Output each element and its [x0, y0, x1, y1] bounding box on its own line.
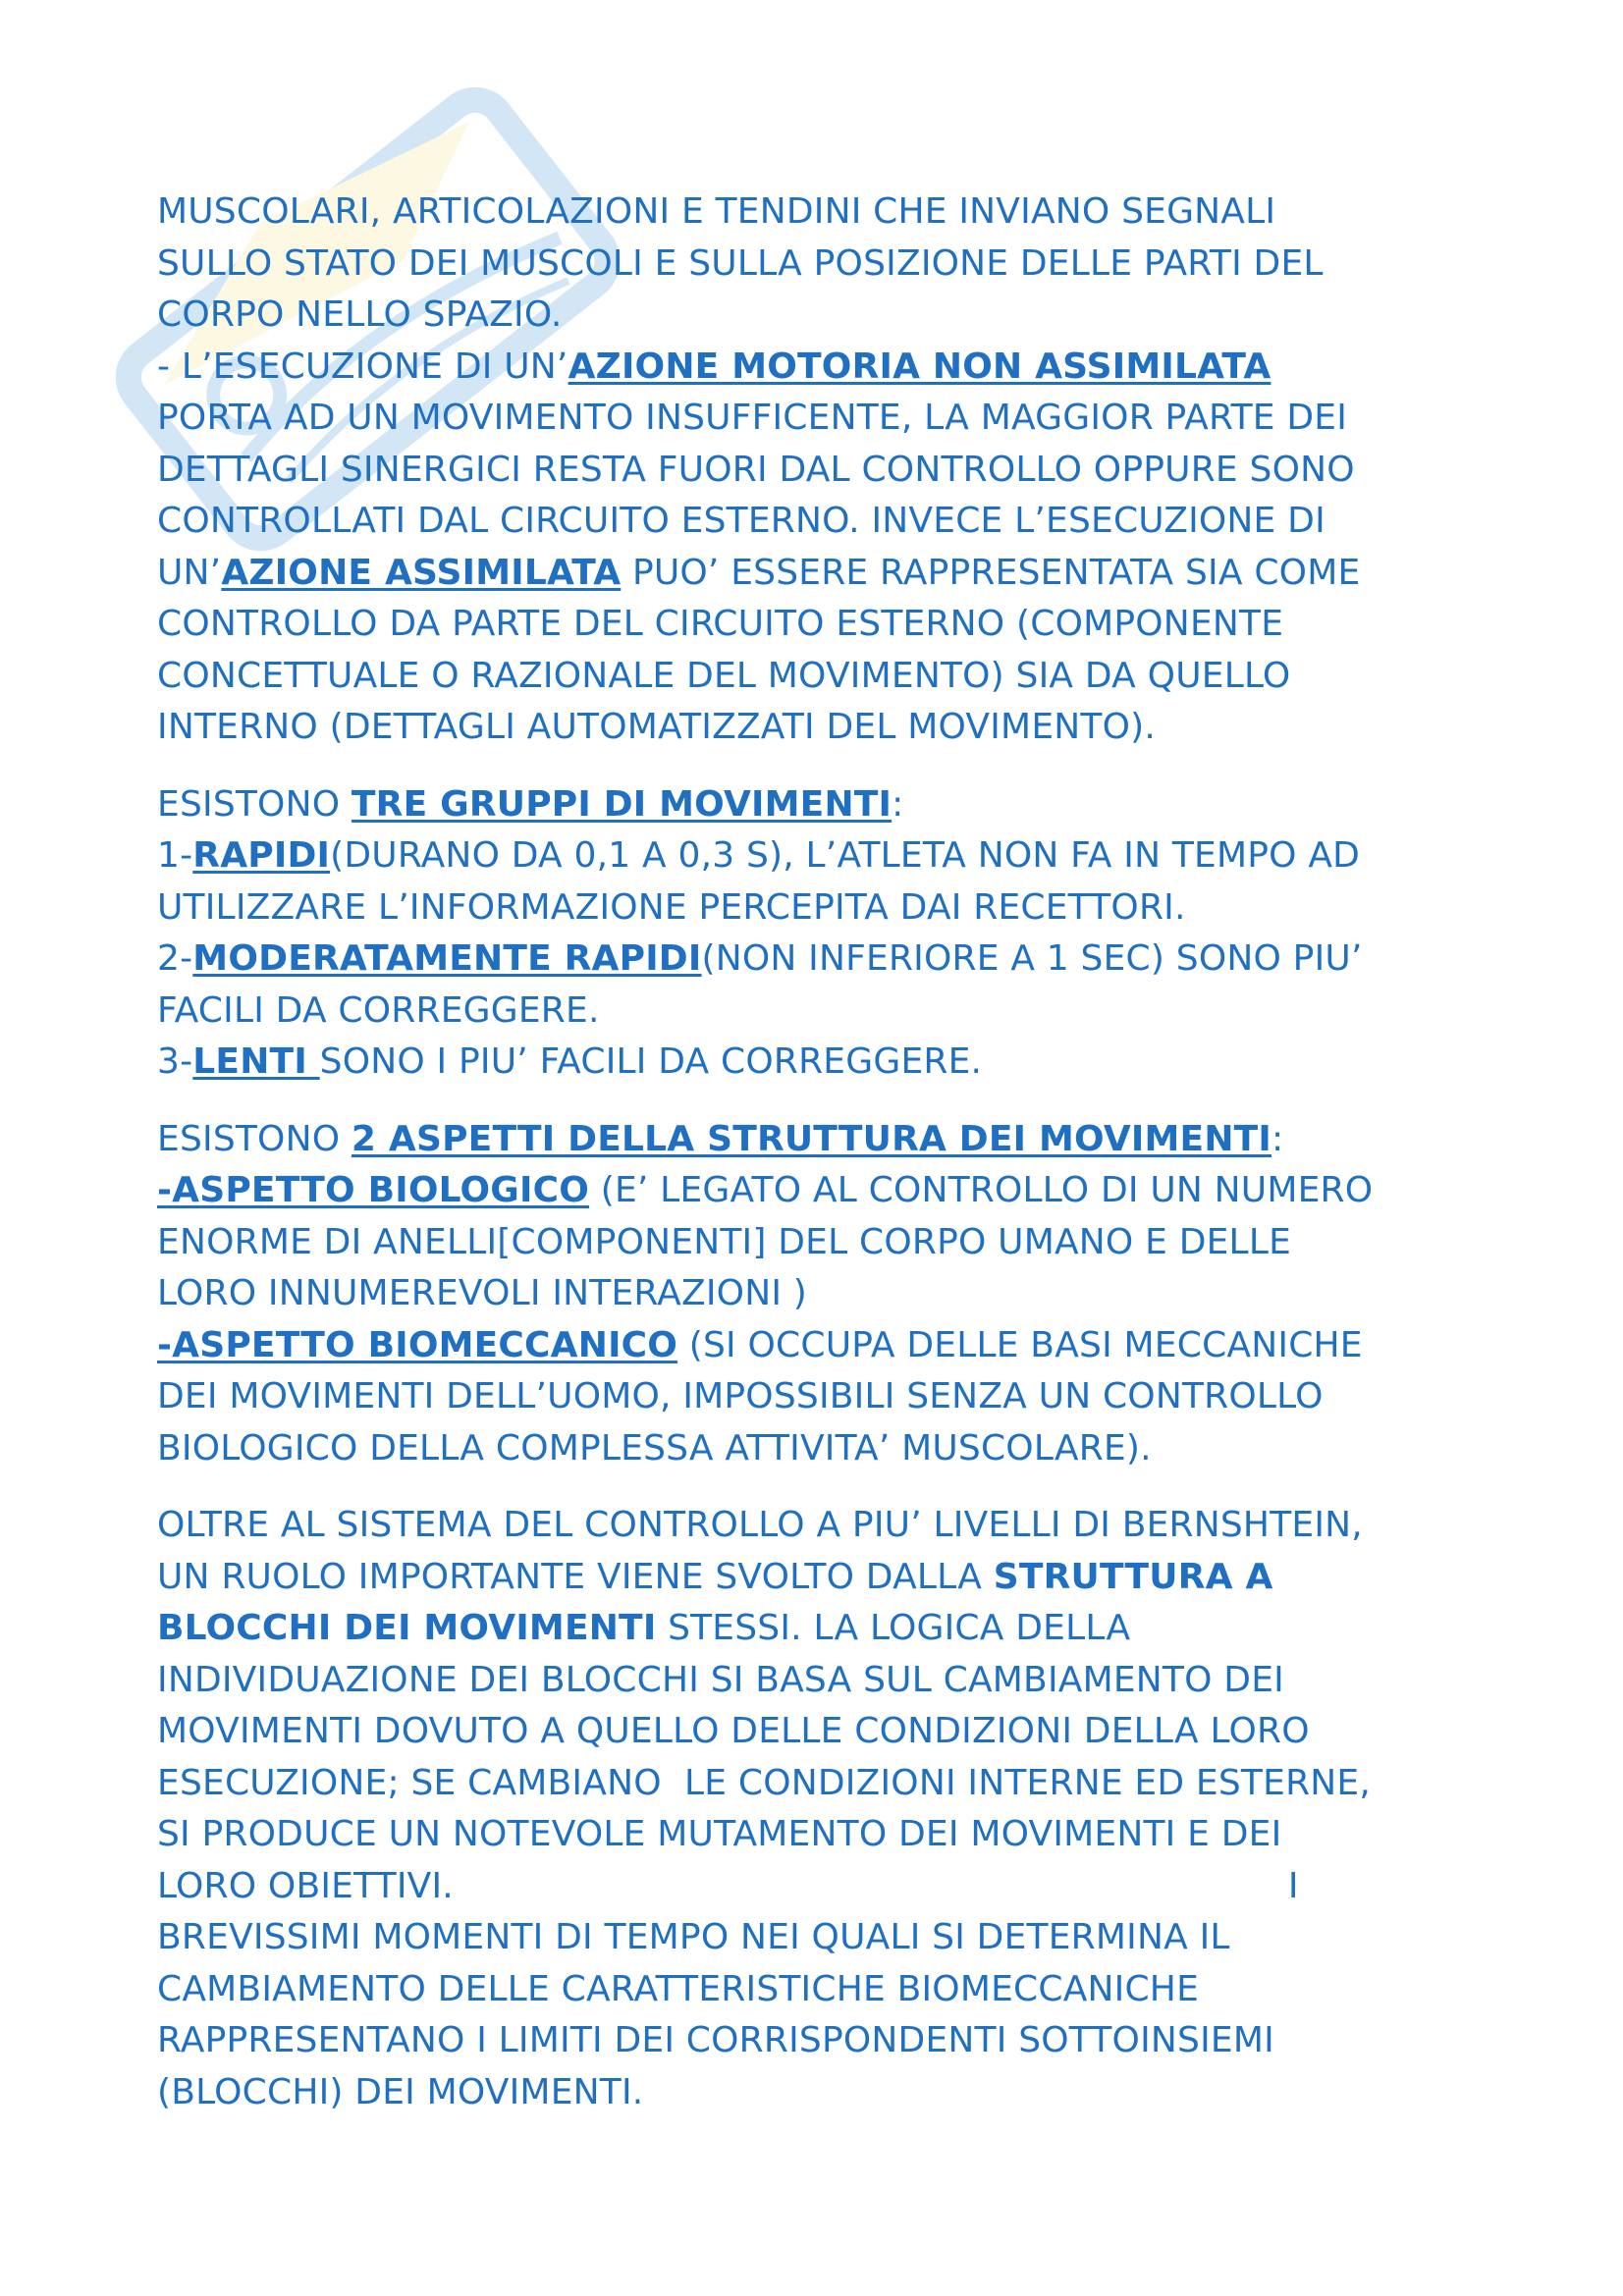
- text-line: [157, 779, 1492, 831]
- text-span: STESSI. LA LOGICA DELLA: [656, 1608, 1131, 1648]
- text-line: [157, 1165, 1492, 1217]
- text-line: CONTROLLO DA PARTE DEL CIRCUITO ESTERNO (COMPONENTE: [157, 604, 1284, 644]
- emphasis-biological-aspect: -ASPETTO BIOLOGICO: [157, 1170, 590, 1210]
- text-line: [157, 830, 1492, 882]
- text-line: CORPO NELLO SPAZIO.: [157, 294, 563, 335]
- text-line: BREVISSIMI MOMENTI DI TEMPO NEI QUALI SI DETERMINA IL: [157, 1917, 1230, 1957]
- text-line: [157, 1037, 1492, 1089]
- text-line: ENORME DI ANELLI[COMPONENTI] DEL CORPO UMANO E DELLE: [157, 1221, 1292, 1262]
- text-line: FACILI DA CORREGGERE.: [157, 989, 600, 1031]
- text-line: BIOLOGICO DELLA COMPLESSA ATTIVITA’ MUSCOLARE).: [157, 1427, 1152, 1468]
- document-body: [157, 187, 1492, 2144]
- emphasis-biomechanical-aspect: -ASPETTO BIOMECCANICO: [157, 1324, 678, 1365]
- text-line: [157, 1114, 1492, 1166]
- text-line: RAPPRESENTANO I LIMITI DEI CORRISPONDENTI SOTTOINSIEMI: [157, 2020, 1274, 2060]
- text-line: INTERNO (DETTAGLI AUTOMATIZZATI DEL MOVIMENTO).: [157, 707, 1157, 747]
- text-line: CAMBIAMENTO DELLE CARATTERISTICHE BIOMECCANICHE: [157, 1968, 1200, 2009]
- text-span: ESISTONO: [157, 783, 352, 825]
- text-span: (SI OCCUPA DELLE BASI MECCANICHE: [677, 1324, 1363, 1365]
- paragraph-movement-groups: [157, 779, 1492, 1089]
- text-span: (E’ LEGATO AL CONTROLLO DI UN NUMERO: [589, 1170, 1374, 1210]
- emphasis-assimilated-action: AZIONE ASSIMILATA: [221, 552, 622, 593]
- text-line: ESECUZIONE; SE CAMBIANO LE CONDIZIONI INTERNE ED ESTERNE,: [157, 1762, 1372, 1803]
- text-line: INDIVIDUAZIONE DEI BLOCCHI SI BASA SUL CAMBIAMENTO DEI: [157, 1659, 1284, 1700]
- paragraph-structure-aspects: [157, 1114, 1492, 1475]
- emphasis-lenti: LENTI: [192, 1041, 320, 1082]
- emphasis-block-structure-cont: BLOCCHI DEI MOVIMENTI: [157, 1608, 657, 1648]
- text-line: MOVIMENTI DOVUTO A QUELLO DELLE CONDIZIONI DELLA LORO: [157, 1711, 1310, 1751]
- text-line: [157, 1320, 1492, 1372]
- text-line: DEI MOVIMENTI DELL’UOMO, IMPOSSIBILI SENZA UN CONTROLLO: [157, 1376, 1324, 1416]
- text-line: CONTROLLATI DAL CIRCUITO ESTERNO. INVECE L’ESECUZIONE DI: [157, 501, 1325, 541]
- text-span: 3-: [157, 1041, 193, 1082]
- text-span: PUO’ ESSERE RAPPRESENTATA SIA COME: [621, 552, 1361, 593]
- text-line: [157, 548, 1492, 600]
- text-span: (DURANO DA 0,1 A 0,3 S), L’ATLETA NON FA IN TEMPO AD: [330, 835, 1361, 876]
- emphasis-three-groups: TRE GRUPPI DI MOVIMENTI: [351, 783, 893, 825]
- text-span: 2-: [157, 938, 193, 979]
- emphasis-moderatamente-rapidi: MODERATAMENTE RAPIDI: [192, 938, 702, 979]
- text-line: LORO OBIETTIVI. I: [157, 1865, 1299, 1906]
- emphasis-non-assimilated-action: AZIONE MOTORIA NON ASSIMILATA: [568, 346, 1271, 387]
- text-line: CONCETTUALE O RAZIONALE DEL MOVIMENTO) SIA DA QUELLO: [157, 655, 1291, 696]
- text-line: LORO INNUMEREVOLI INTERAZIONI ): [157, 1273, 808, 1313]
- text-span: :: [892, 783, 904, 825]
- paragraph-block-structure: [157, 1500, 1492, 2118]
- text-line: PORTA AD UN MOVIMENTO INSUFFICENTE, LA MAGGIOR PARTE DEI: [157, 398, 1348, 438]
- text-line: SULLO STATO DEI MUSCOLI E SULLA POSIZIONE DELLE PARTI DEL: [157, 242, 1324, 284]
- text-span: UN’: [157, 552, 222, 593]
- text-span: ESISTONO: [157, 1118, 352, 1159]
- emphasis-block-structure: STRUTTURA A: [993, 1556, 1273, 1597]
- paragraph-proprioception: [157, 187, 1492, 754]
- text-span: SONO I PIU’ FACILI DA CORREGGERE.: [319, 1041, 983, 1082]
- text-line: UTILIZZARE L’INFORMAZIONE PERCEPITA DAI RECETTORI.: [157, 886, 1186, 928]
- text-span: :: [1271, 1118, 1284, 1159]
- text-line: [157, 934, 1492, 986]
- text-line: OLTRE AL SISTEMA DEL CONTROLLO A PIU’ LIVELLI DI BERNSHTEIN,: [157, 1505, 1363, 1545]
- text-span: UN RUOLO IMPORTANTE VIENE SVOLTO DALLA: [157, 1556, 994, 1597]
- text-line: SI PRODUCE UN NOTEVOLE MUTAMENTO DEI MOVIMENTI E DEI: [157, 1814, 1282, 1854]
- text-line: (BLOCCHI) DEI MOVIMENTI.: [157, 2071, 644, 2112]
- text-span: - L’ESECUZIONE DI UN’: [157, 346, 568, 387]
- text-line: [157, 342, 1492, 394]
- text-line: [157, 1552, 1492, 1604]
- emphasis-two-aspects: 2 ASPETTI DELLA STRUTTURA DEI MOVIMENTI: [351, 1118, 1272, 1159]
- text-span: 1-: [157, 835, 193, 876]
- emphasis-rapidi: RAPIDI: [192, 835, 331, 876]
- text-line: DETTAGLI SINERGICI RESTA FUORI DAL CONTROLLO OPPURE SONO: [157, 449, 1355, 490]
- text-line: MUSCOLARI, ARTICOLAZIONI E TENDINI CHE INVIANO SEGNALI: [157, 191, 1276, 232]
- text-line: [157, 1603, 1492, 1655]
- text-span: (NON INFERIORE A 1 SEC) SONO PIU’: [701, 938, 1363, 979]
